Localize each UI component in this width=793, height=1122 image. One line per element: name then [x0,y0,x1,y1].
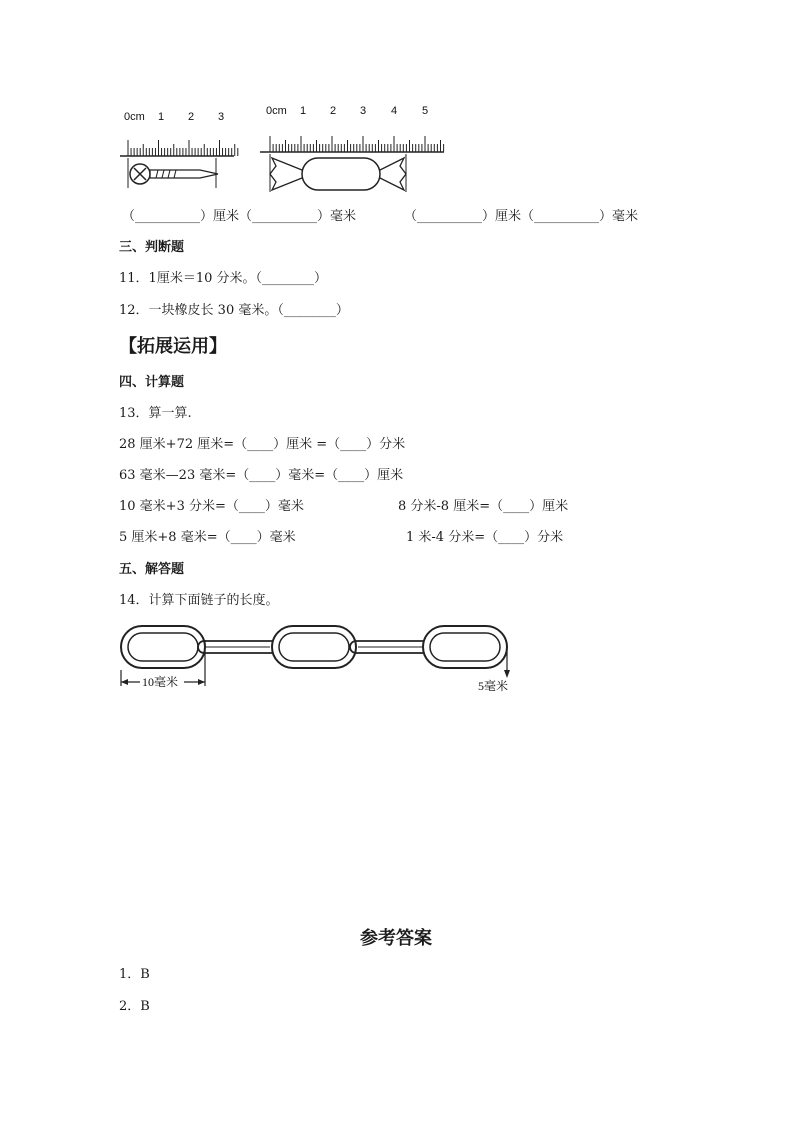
ruler1-label-2: 2 [188,111,195,123]
question-11: 11．1厘米＝10 分米。（________） [119,271,327,286]
section-5-heading: 五、解答题 [119,562,185,577]
calc-line-f: 1 米-4 分米=（____）分米 [406,530,564,545]
section-4-heading: 四、计算题 [119,375,185,390]
ruler2-label-2: 2 [330,105,337,117]
question-14: 14．计算下面链子的长度。 [119,593,279,608]
question-12: 12．一块橡皮长 30 毫米。（________） [119,303,349,318]
ruler2-label-0: 0cm [266,105,287,117]
ruler-pin-figure [118,104,238,194]
answer-1: 1．B [119,967,150,982]
calc-line-b: 63 毫米—23 毫米=（____）毫米=（____）厘米 [119,468,404,483]
calc-line-d: 8 分米-8 厘米=（____）厘米 [398,499,569,514]
chain-label-10mm: 10毫米 [142,675,179,689]
ruler2-label-1: 1 [300,105,307,117]
ruler2-label-3: 3 [360,105,367,117]
calc-line-a: 28 厘米+72 厘米=（____）厘米 =（____）分米 [119,437,406,452]
ruler1-label-1: 1 [158,111,165,123]
calc-line-c: 10 毫米+3 分米=（____）毫米 [119,499,304,514]
chain-label-5mm: 5毫米 [478,679,509,693]
ruler-answer-blanks-left: （__________）厘米（__________）毫米 [122,209,357,224]
ruler2-label-5: 5 [422,105,429,117]
ruler1-label-0: 0cm [124,111,145,123]
extend-heading: 【拓展运用】 [119,336,227,357]
section-3-heading: 三、判断题 [119,240,185,255]
answer-2: 2．B [119,999,150,1014]
ruler-candy-figure [258,100,448,196]
question-13: 13．算一算. [119,406,192,421]
calc-line-e: 5 厘米+8 毫米=（____）毫米 [119,530,296,545]
ruler2-label-4: 4 [391,105,398,117]
ruler1-label-3: 3 [218,111,225,123]
chain-figure [118,620,528,696]
ruler-answer-blanks-right: （__________）厘米（__________）毫米 [404,209,639,224]
answers-title: 参考答案 [360,928,432,949]
